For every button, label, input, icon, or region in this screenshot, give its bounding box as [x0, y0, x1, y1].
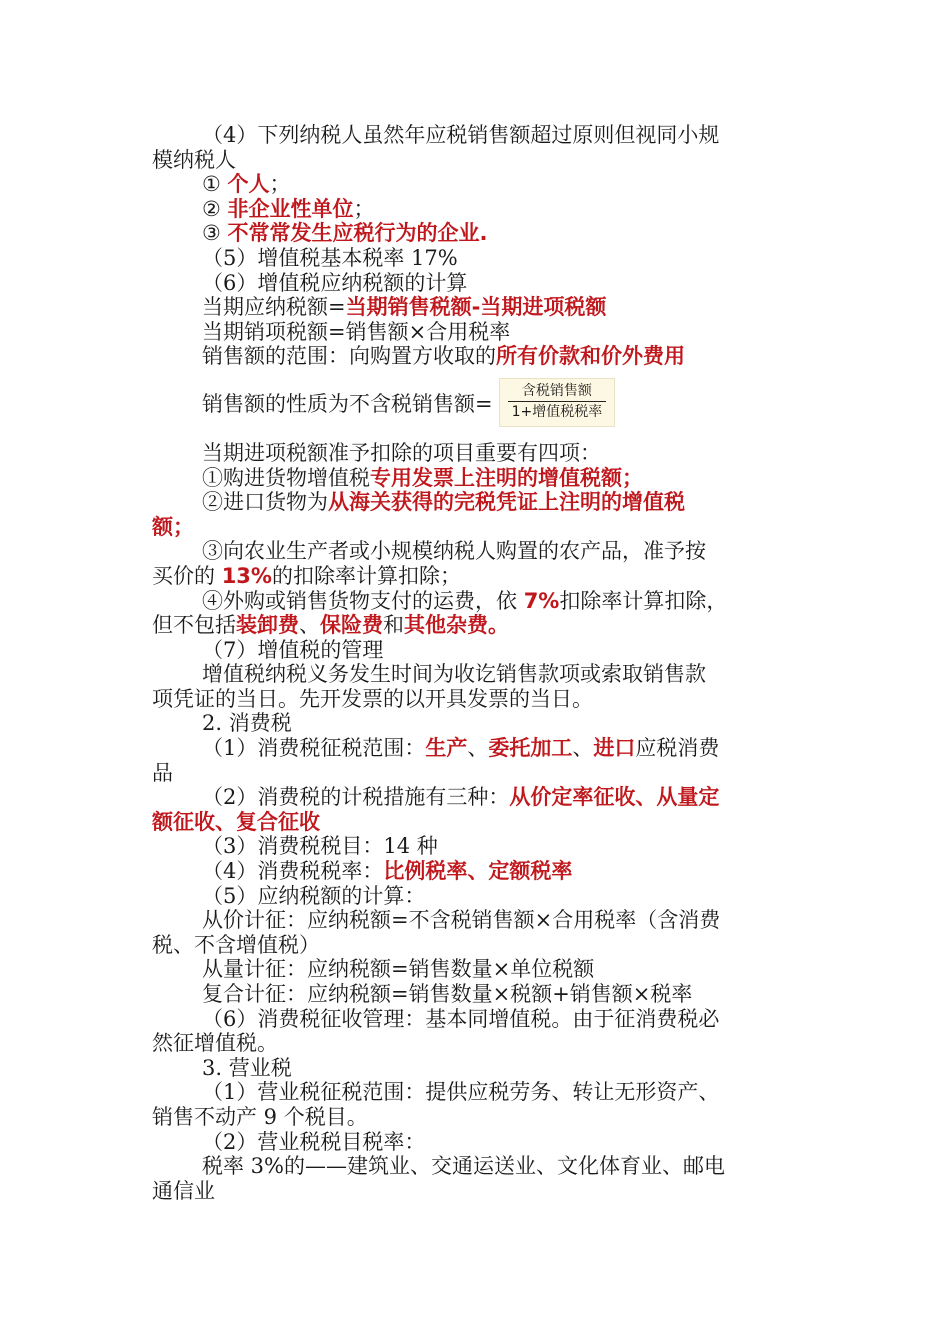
text-line: [152, 172, 792, 197]
text-line: [152, 859, 792, 884]
text-span: 当期进项税额准予扣除的项目重要有四项：: [202, 440, 601, 465]
highlighted-text: 从海关获得的完税凭证上注明的增值税: [328, 490, 685, 515]
text-line: [152, 589, 792, 614]
highlighted-text: 从价定率征收、从量定: [509, 785, 720, 810]
fraction-numerator: 含税销售额: [508, 381, 607, 402]
highlighted-text: 个人: [227, 172, 270, 197]
highlighted-text: 所有价款和价外费用: [496, 344, 685, 369]
text-span: 税率 3%的——建筑业、交通运送业、文化体育业、邮电: [202, 1154, 725, 1179]
text-line: [152, 148, 792, 173]
text-span: ③向农业生产者或小规模纳税人购置的农产品，准予按: [202, 539, 706, 564]
text-span: （1）消费税征税范围：: [202, 736, 426, 761]
text-span: 当期应纳税额=: [202, 295, 346, 320]
formula-line: [152, 371, 792, 435]
text-line: [152, 295, 792, 320]
text-span: ②: [202, 196, 228, 221]
text-line: [152, 711, 792, 736]
text-span: 、: [572, 736, 594, 761]
text-span: 当期销项税额=销售额×合用税率: [202, 319, 511, 344]
text-span: 然征增值税。: [152, 1031, 278, 1056]
formula-prefix: 销售额的性质为不含税销售额=: [202, 391, 493, 416]
text-span: （4）下列纳税人虽然年应税销售额超过原则但视同小规: [202, 123, 720, 147]
text-span: 3. 营业税: [202, 1055, 292, 1080]
highlighted-text: 额征收、复合征收: [152, 809, 320, 834]
text-span: 品: [152, 760, 173, 785]
text-span: 销售额的范围：向购置方收取的: [202, 344, 496, 369]
text-span: 税、不含增值税）: [152, 932, 320, 957]
text-line: [152, 515, 792, 540]
highlighted-text: 额；: [152, 514, 194, 539]
text-line: [152, 1130, 792, 1155]
text-line: [152, 1007, 792, 1032]
text-line: [152, 490, 792, 515]
text-span: （5）增值税基本税率 17%: [202, 245, 458, 270]
highlighted-text: 其他杂费。: [404, 613, 509, 638]
text-span: 通信业: [152, 1178, 215, 1203]
document-page: [152, 123, 792, 1203]
text-line: [152, 123, 792, 148]
text-line: [152, 908, 792, 933]
highlighted-text: 生产: [425, 736, 468, 761]
text-line: [152, 539, 792, 564]
text-line: [152, 982, 792, 1007]
highlighted-text: 不常常发生应税行为的企业.: [227, 221, 488, 246]
text-line: [152, 1105, 792, 1130]
text-span: 增值税纳税义务发生时间为收讫销售款项或索取销售款: [202, 662, 706, 687]
text-line: [152, 466, 792, 491]
text-span: 复合计征：应纳税额=销售数量×税额+销售额×税率: [202, 982, 693, 1006]
text-span: （3）消费税税目：14 种: [202, 834, 438, 859]
text-span: ①: [202, 172, 228, 197]
text-span: （6）消费税征收管理：基本同增值税。由于征消费税必: [202, 1006, 720, 1031]
text-span: 应税消费: [635, 736, 720, 761]
text-line: [152, 320, 792, 345]
text-line: [152, 957, 792, 982]
text-span: 项凭证的当日。先开发票的以开具发票的当日。: [152, 686, 593, 711]
text-line: [152, 1056, 792, 1081]
text-block-vat: [152, 123, 792, 369]
text-span: 和: [383, 613, 404, 638]
fraction-formula: [499, 378, 616, 427]
text-line: [152, 736, 792, 761]
text-span: 模纳税人: [152, 147, 236, 172]
text-span: 但不包括: [152, 613, 236, 638]
text-line: [152, 1031, 792, 1056]
highlighted-text: 装卸费: [236, 613, 299, 638]
highlighted-text: 7%: [523, 588, 560, 613]
text-span: 从价计征：应纳税额=不含税销售额×合用税率（含消费: [202, 908, 721, 933]
text-line: [152, 344, 792, 369]
text-span: 从量计征：应纳税额=销售数量×单位税额: [202, 957, 595, 982]
text-line: [152, 687, 792, 712]
highlighted-text: 当期销售税额-当期进项税额: [345, 295, 607, 320]
text-line: [152, 613, 792, 638]
text-span: （6）增值税应纳税额的计算: [202, 270, 468, 295]
text-span: ；: [269, 172, 291, 197]
text-line: [152, 197, 792, 222]
text-span: ④外购或销售货物支付的运费，依: [202, 588, 524, 613]
text-span: （2）营业税税目税率：: [202, 1129, 426, 1154]
fraction-denominator: 1+增值税税率: [511, 404, 603, 421]
text-line: [152, 884, 792, 909]
highlighted-text: 13%: [221, 563, 272, 588]
highlighted-text: 进口: [593, 736, 636, 761]
text-span: 的扣除率计算扣除；: [271, 563, 461, 588]
text-line: [152, 221, 792, 246]
text-line: [152, 1179, 792, 1204]
text-line: [152, 271, 792, 296]
text-line: [152, 1154, 792, 1179]
highlighted-text: 比例税率、定额税率: [383, 859, 573, 884]
text-span: ①购进货物增值税: [202, 465, 370, 490]
text-span: （2）消费税的计税措施有三种：: [202, 785, 510, 810]
text-line: [152, 834, 792, 859]
text-span: 、: [299, 613, 320, 638]
text-span: 、: [467, 736, 489, 761]
text-span: （1）营业税征税范围：提供应税劳务、转让无形资产、: [202, 1080, 720, 1105]
text-span: 扣除率计算扣除，: [559, 588, 728, 613]
text-line: [152, 810, 792, 835]
text-line: [152, 246, 792, 271]
text-line: [152, 933, 792, 958]
text-span: 销售不动产 9 个税目。: [152, 1104, 368, 1129]
text-line: [152, 662, 792, 687]
text-line: [152, 638, 792, 663]
text-span: 买价的: [152, 563, 222, 588]
text-span: 2. 消费税: [202, 711, 292, 736]
text-block-rest: [152, 441, 792, 1203]
highlighted-text: 非企业性单位: [227, 196, 354, 221]
text-span: ②进口货物为: [202, 490, 328, 515]
text-span: ；: [353, 196, 375, 221]
text-line: [152, 785, 792, 810]
text-span: （7）增值税的管理: [202, 637, 384, 662]
text-line: [152, 761, 792, 786]
text-line: [152, 564, 792, 589]
text-span: （4）消费税税率：: [202, 859, 384, 884]
text-span: （5）应纳税额的计算：: [202, 883, 426, 908]
text-span: ③: [202, 221, 228, 246]
highlighted-text: 专用发票上注明的增值税额；: [370, 465, 643, 490]
highlighted-text: 保险费: [320, 613, 383, 638]
text-line: [152, 1080, 792, 1105]
highlighted-text: 委托加工: [488, 736, 573, 761]
text-line: [152, 441, 792, 466]
